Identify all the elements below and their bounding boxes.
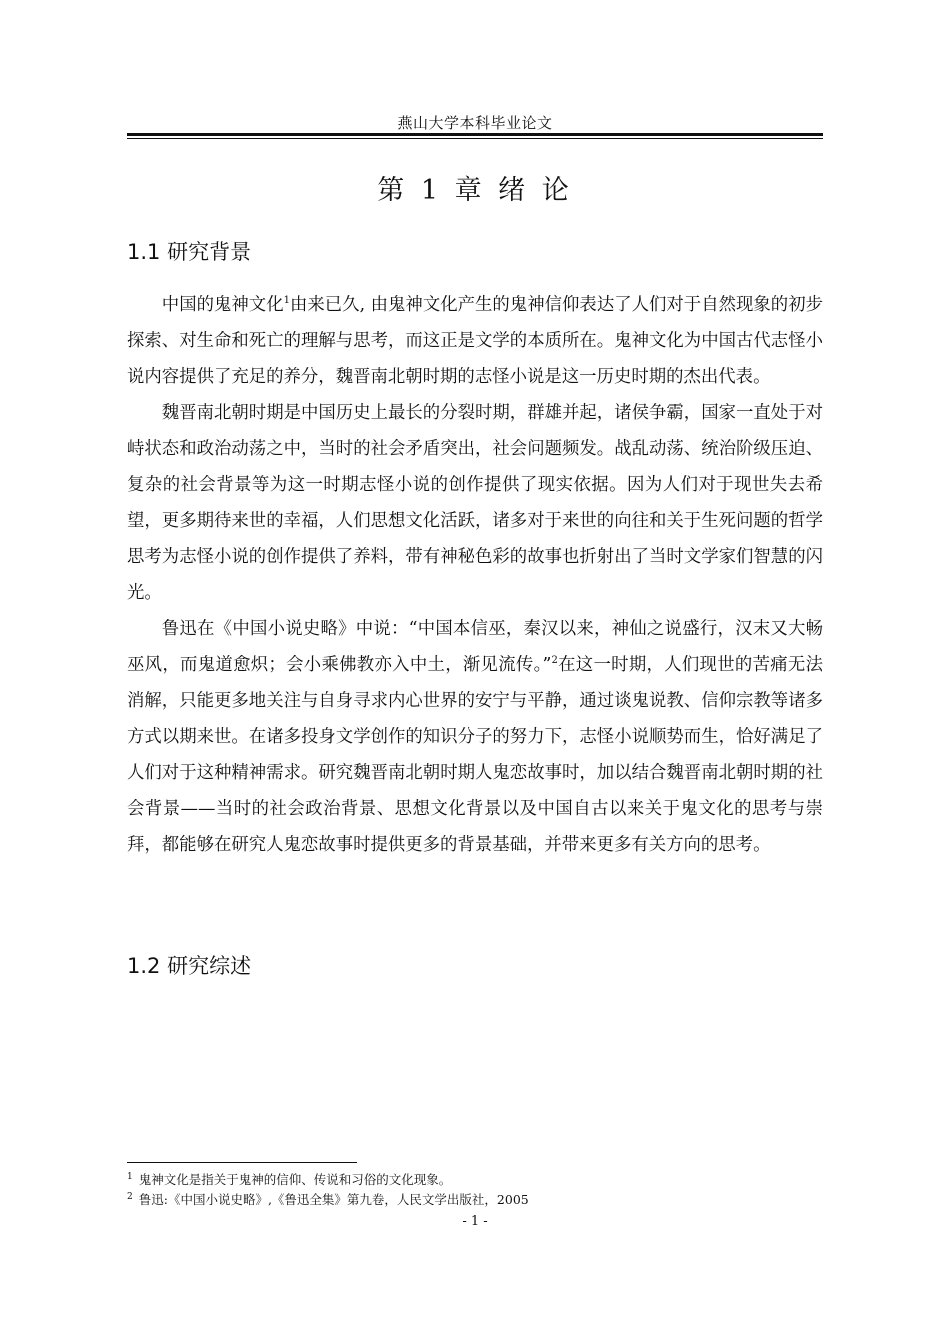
header-rule-thick xyxy=(127,133,823,136)
paragraph-3-text-b: 在这一时期，人们现世的苦痛无法消解，只能更多地关注与自身寻求内心世界的安宁与平静，通过谈鬼说教、信仰宗教等诸多方式以期来世。在诸多投身文学创作的知识分子的努力下，志怪小说顺势而生，恰好满足了人们对于这种精神需求。研究魏晋南北朝时期人鬼恋故事时，加以结合魏晋南北朝时期的社会背景——当时的社会政治背景、思想文化背景以及中国自古以来关于鬼文化的思考与崇拜，都能够在研究人鬼恋故事时提供更多的背景基础，并带来更多有关方向的思考。 xyxy=(127,655,823,855)
section-heading-1-2: 1.2 研究综述 xyxy=(127,954,252,978)
footnote-number-2: 2 xyxy=(127,1192,133,1202)
footnote-ref-2[interactable]: 2 xyxy=(551,655,558,666)
footnote-text-2: 鲁迅:《中国小说史略》,《鲁迅全集》第九卷，人民文学出版社，2005 xyxy=(138,1192,529,1207)
running-header: 燕山大学本科毕业论文 xyxy=(397,114,553,132)
header-rule-thin xyxy=(127,138,823,139)
section-heading-1-1: 1.1 研究背景 xyxy=(127,240,252,264)
footnote-ref-1[interactable]: 1 xyxy=(283,295,290,306)
paragraph-3-text-a: 鲁迅在《中国小说史略》中说：“中国本信巫，秦汉以来，神仙之说盛行，汉末又大畅巫风，而鬼道愈炽；会小乘佛教亦入中土，渐见流传。” xyxy=(127,619,823,675)
footnote-2 xyxy=(127,1190,823,1210)
footnote-1 xyxy=(127,1170,823,1190)
footnote-number-1: 1 xyxy=(127,1172,133,1182)
paragraph-2: 魏晋南北朝时期是中国历史上最长的分裂时期，群雄并起，诸侯争霸，国家一直处于对峙状态和政治动荡之中，当时的社会矛盾突出，社会问题频发。战乱动荡、统治阶级压迫、复杂的社会背景等为这一时期志怪小说的创作提供了现实依据。因为人们对于现世失去希望，更多期待来世的幸福，人们思想文化活跃，诸多对于来世的向往和关于生死问题的哲学思考为志怪小说的创作提供了养料，带有神秘色彩的故事也折射出了当时文学家们智慧的闪光。 xyxy=(127,403,823,603)
paragraph-3 xyxy=(127,611,823,863)
paragraph-1-text-a: 中国的鬼神文化 xyxy=(161,295,284,315)
chapter-title: 第 1 章 绪 论 xyxy=(377,175,573,206)
footnote-text-1: 鬼神文化是指关于鬼神的信仰、传说和习俗的文化现象。 xyxy=(138,1172,452,1187)
footnotes xyxy=(127,1170,823,1210)
paragraph-1-text-b: 由来已久, 由鬼神文化产生的鬼神信仰表达了人们对于自然现象的初步探索、对生命和死亡的理解与思考，而这正是文学的本质所在。鬼神文化为中国古代志怪小说内容提供了充足的养分，魏晋南北朝时期的志怪小说是这一历史时期的杰出代表。 xyxy=(127,295,823,387)
page-number: - 1 - xyxy=(462,1214,488,1229)
body-text xyxy=(127,287,823,863)
footnote-separator xyxy=(127,1162,357,1163)
paragraph-1 xyxy=(127,287,823,395)
